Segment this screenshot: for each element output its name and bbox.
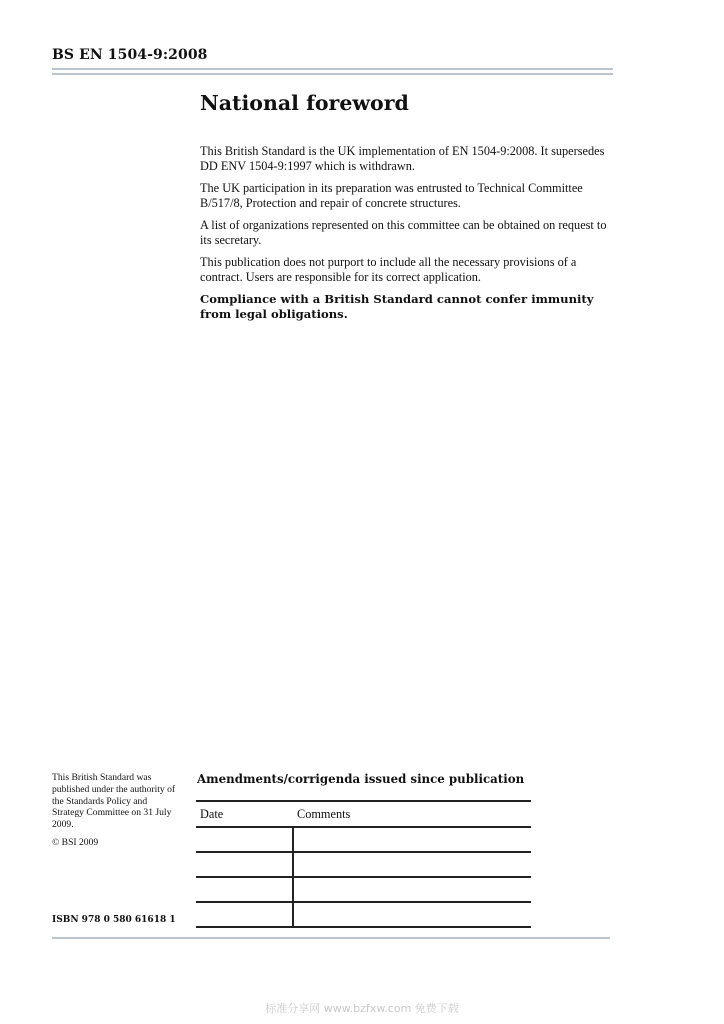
date-cell xyxy=(196,852,293,877)
comments-cell xyxy=(293,877,531,902)
date-cell xyxy=(196,902,293,927)
isbn: ISBN 978 0 580 61618 1 xyxy=(52,915,176,925)
column-header-comments: Comments xyxy=(293,801,531,827)
compliance-note: Compliance with a British Standard cannot confer immunity from legal obligations. xyxy=(200,292,594,321)
header-rule-secondary xyxy=(52,73,613,75)
table-header-row xyxy=(196,801,531,827)
foreword-paragraph: This British Standard is the UK implementation of EN 1504-9:2008. It supersedes DD ENV 1504-9:1997 which is withdrawn. xyxy=(200,144,605,173)
foreword-paragraph: A list of organizations represented on this committee can be obtained on request to its secretary. xyxy=(200,218,607,247)
table-row xyxy=(196,852,531,877)
comments-cell xyxy=(293,827,531,852)
publication-note xyxy=(52,772,177,855)
date-cell xyxy=(196,877,293,902)
table-row xyxy=(196,827,531,852)
column-header-date: Date xyxy=(196,801,293,827)
copyright-notice: © BSI 2009 xyxy=(52,836,99,848)
foreword-body xyxy=(200,144,615,329)
page-title: National foreword xyxy=(200,91,409,115)
table-row xyxy=(196,902,531,927)
publication-statement: This British Standard was published under the authority of the Standards Policy and Strategy Committee on 31 July 2009. xyxy=(52,772,176,831)
document-code: BS EN 1504-9:2008 xyxy=(52,47,208,63)
amendments-title: Amendments/corrigenda issued since publication xyxy=(197,772,525,786)
comments-cell xyxy=(293,852,531,877)
comments-cell xyxy=(293,902,531,927)
header-rule xyxy=(52,68,613,70)
watermark: 标准分享网 www.bzfxw.com 免费下载 xyxy=(265,1002,459,1015)
footer-rule xyxy=(52,937,610,939)
foreword-paragraph: This publication does not purport to include all the necessary provisions of a contract. Users are responsible for its correct application. xyxy=(200,255,577,284)
table-row xyxy=(196,877,531,902)
date-cell xyxy=(196,827,293,852)
amendments-table xyxy=(196,800,531,928)
foreword-paragraph: The UK participation in its preparation was entrusted to Technical Committee B/517/8, Protection and repair of concrete structures. xyxy=(200,181,583,210)
